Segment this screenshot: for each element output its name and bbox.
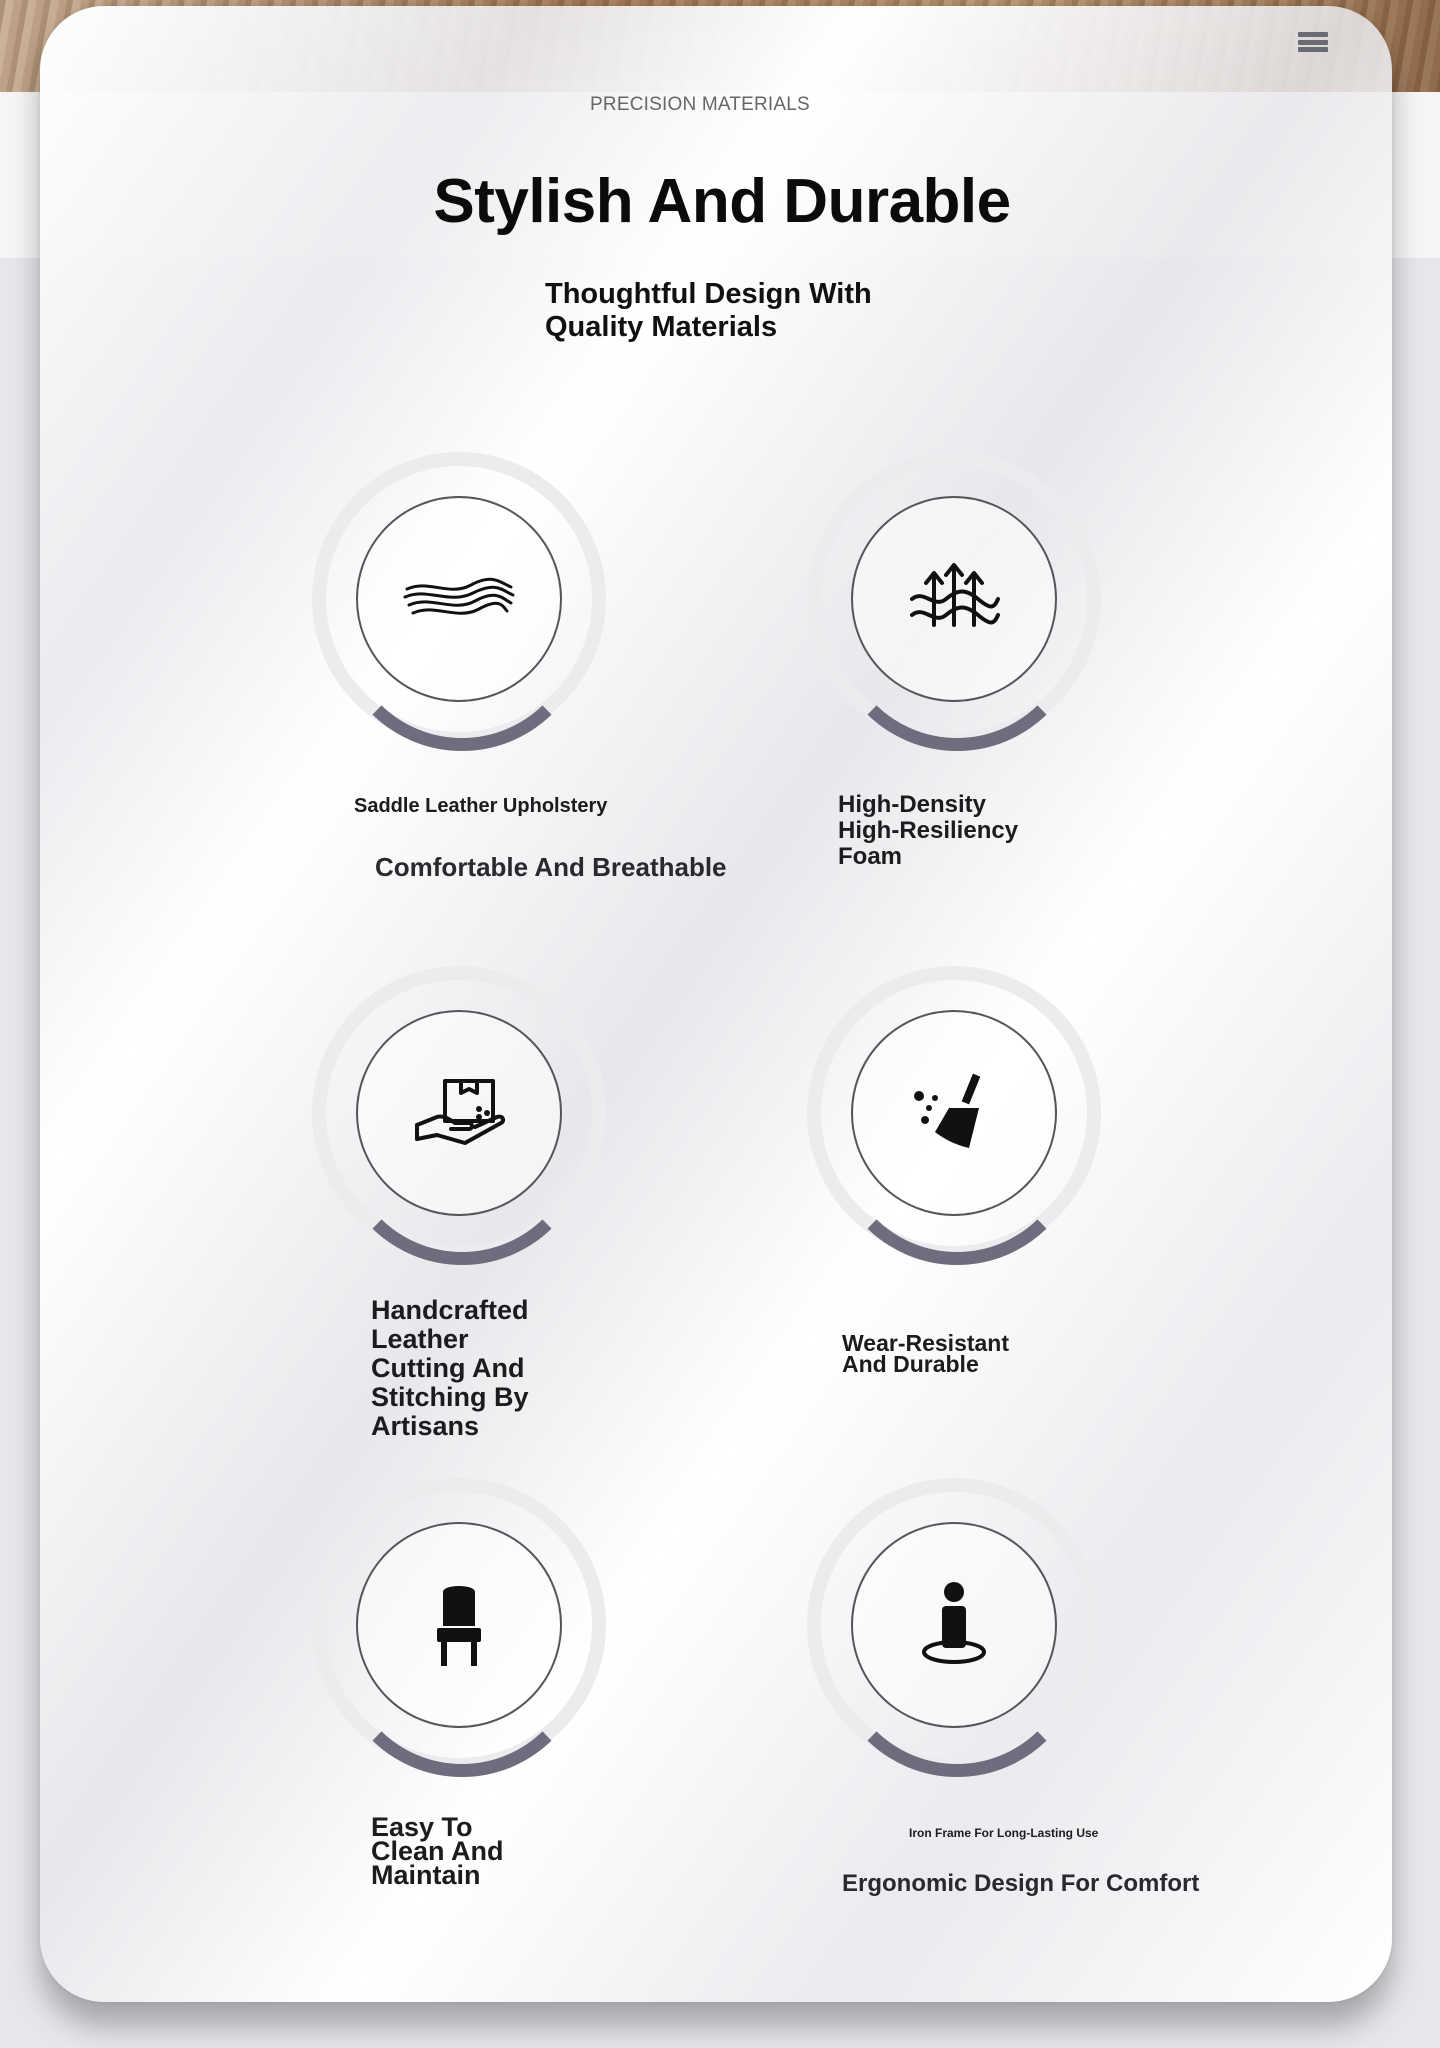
feature-item-ergonomic xyxy=(807,1478,1107,1778)
feature-item-easy-clean xyxy=(312,1478,612,1778)
feature-subtitle: Comfortable And Breathable xyxy=(375,852,727,882)
waves-icon xyxy=(399,569,519,629)
feature-title: Wear-Resistant And Durable xyxy=(842,1330,1010,1377)
feature-title: Iron Frame For Long-Lasting Use xyxy=(909,1826,1099,1840)
feature-item-wear-resistant xyxy=(807,966,1107,1266)
person-on-base-icon xyxy=(914,1580,994,1670)
page-subtitle: Thoughtful Design With Quality Materials xyxy=(545,278,872,343)
handcraft-box-hand-icon xyxy=(409,1073,509,1153)
feature-item-leather xyxy=(312,452,612,752)
hamburger-menu-icon[interactable] xyxy=(1296,28,1330,56)
product-feature-card xyxy=(40,6,1392,2002)
feature-title: Saddle Leather Upholstery xyxy=(354,795,608,817)
feature-subtitle: Ergonomic Design For Comfort xyxy=(842,1870,1200,1897)
feature-title: Easy To Clean And Maintain xyxy=(371,1812,504,1890)
broom-cleaning-icon xyxy=(909,1068,999,1158)
page-title: Stylish And Durable xyxy=(433,167,1011,236)
chair-icon xyxy=(429,1580,489,1670)
feature-item-handcraft xyxy=(312,966,612,1266)
feature-title: Handcrafted Leather Cutting And Stitching By Artisans xyxy=(371,1295,529,1441)
foam-resilience-icon xyxy=(904,559,1004,639)
section-eyebrow: PRECISION MATERIALS xyxy=(590,94,810,115)
feature-title: High-Density High-Resiliency Foam xyxy=(838,791,1019,870)
feature-item-foam xyxy=(807,452,1107,752)
